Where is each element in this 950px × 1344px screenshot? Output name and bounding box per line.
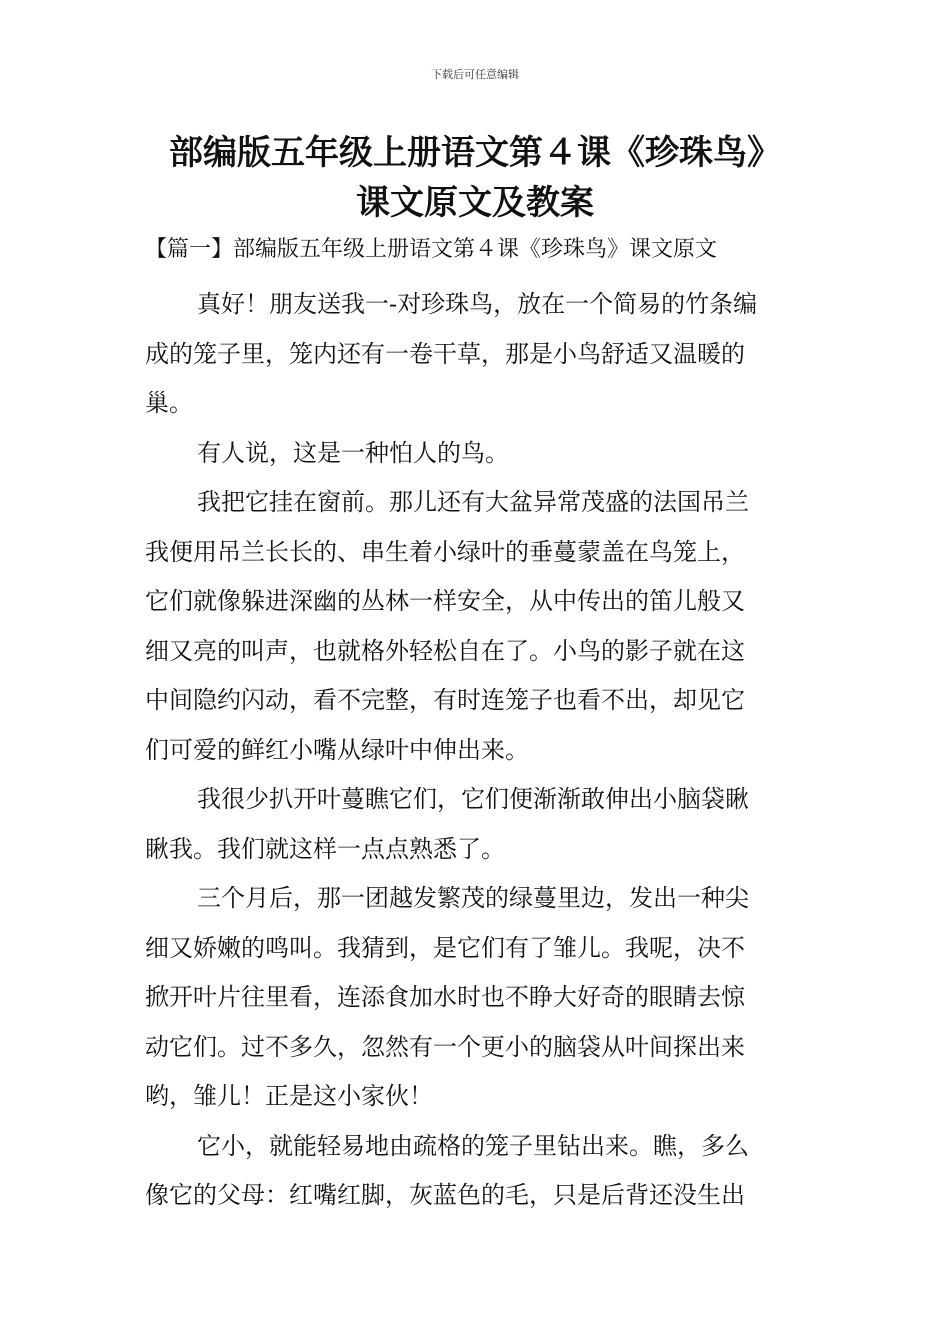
- text-line: 掀开叶片往里看，连添食加水时也不睁大好奇的眼睛去惊: [145, 983, 745, 1011]
- title-line-1: 部编版五年级上册语文第４课《珍珠鸟》: [169, 133, 781, 173]
- text-line: 中间隐约闪动，看不完整，有时连笼子也看不出，却见它: [145, 686, 745, 714]
- section-heading: 【篇一】部编版五年级上册语文第４课《珍珠鸟》课文原文: [145, 237, 718, 262]
- text-line: 成的笼子里，笼内还有一卷干草，那是小鸟舒适又温暖的: [145, 339, 745, 368]
- text-line: 它们就像躲进深幽的丛林一样安全，从中传出的笛儿般又: [145, 587, 745, 615]
- text-line: 动它们。过不多久，忽然有一个更小的脑袋从叶间探出来: [145, 1032, 745, 1061]
- text-line: 们可爱的鲜红小嘴从绿叶中伸出来。: [145, 735, 529, 764]
- header-note: 下载后可任意编辑: [431, 68, 519, 81]
- text-line: 哟，雏儿！正是这小家伙！: [145, 1082, 433, 1110]
- text-line: 我很少扒开叶蔓瞧它们，它们便渐渐敢伸出小脑袋瞅: [197, 785, 749, 813]
- text-line: 细又娇嫩的鸣叫。我猜到，是它们有了雏儿。我呢，决不: [145, 933, 745, 962]
- body-text: [145, 280, 810, 1221]
- text-line: 我把它挂在窗前。那儿还有大盆异常茂盛的法国吊兰: [197, 488, 749, 516]
- title-line-2: 课文原文及教案: [356, 183, 594, 223]
- text-line: 巢。: [145, 389, 193, 417]
- text-line: 三个月后，那一团越发繁茂的绿蔓里边，发出一种尖: [197, 884, 749, 912]
- text-line: 有人说，这是一种怕人的鸟。: [197, 438, 509, 467]
- text-line: 像它的父母：红嘴红脚，灰蓝色的毛，只是后背还没生出: [145, 1181, 745, 1209]
- text-line: 我便用吊兰长长的、串生着小绿叶的垂蔓蒙盖在鸟笼上，: [145, 537, 745, 566]
- text-line: 它小，就能轻易地由疏格的笼子里钻出来。瞧，多么: [197, 1131, 749, 1160]
- text-line: 瞅我。我们就这样一点点熟悉了。: [145, 834, 505, 863]
- text-line: 细又亮的叫声，也就格外轻松自在了。小鸟的影子就在这: [145, 636, 745, 665]
- text-line: 真好！朋友送我一-对珍珠鸟，放在一个简易的竹条编: [197, 290, 758, 318]
- document-title: [100, 128, 850, 228]
